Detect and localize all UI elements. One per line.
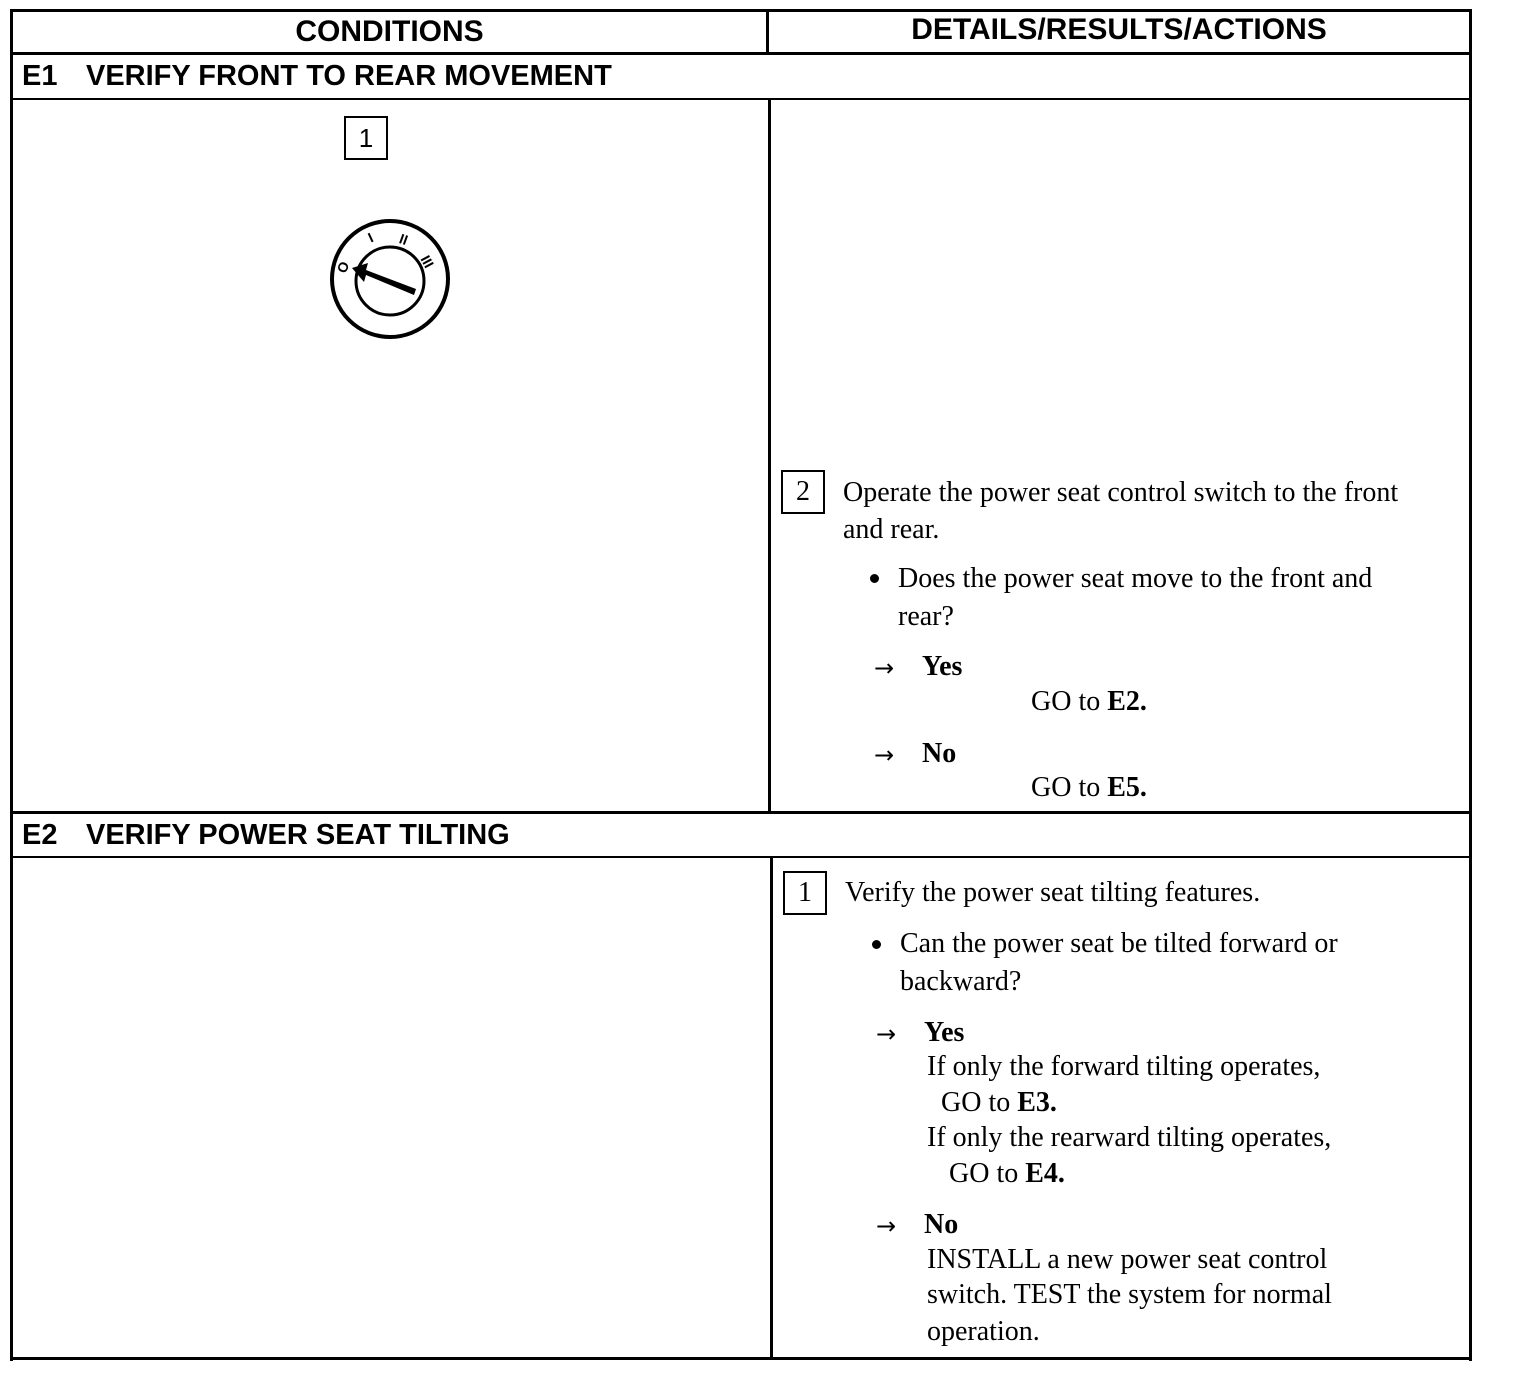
e2-no-line3: operation.: [927, 1316, 1040, 1347]
e1-no-action-target: E5.: [1107, 772, 1147, 803]
e1-yes-action: [1031, 683, 1147, 720]
e1-yes-action-target: E2.: [1107, 686, 1147, 717]
e1-column-divider: [768, 98, 771, 814]
table-right-border: [1469, 9, 1472, 1361]
header-bottom-rule: [10, 52, 1472, 55]
e2-section-title: [22, 818, 510, 852]
e2-section-id: E2: [22, 819, 58, 851]
details-header: DETAILS/RESULTS/ACTIONS: [911, 13, 1327, 46]
e1-question-line1: Does the power seat move to the front and: [898, 563, 1373, 594]
e2-yes-line4-target: E4.: [1025, 1158, 1065, 1189]
e1-step2-box: 2: [781, 470, 825, 514]
e2-step1-box: 1: [783, 871, 827, 915]
ignition-switch-icon: [320, 215, 460, 347]
e1-no-label: No: [922, 738, 957, 769]
table-top-border: [10, 9, 1472, 12]
table-left-border: [10, 9, 13, 1361]
e1-section-title: [22, 59, 612, 93]
e2-yes-line2-target: E3.: [1017, 1087, 1057, 1118]
e2-yes-line2-prefix: GO to: [941, 1087, 1018, 1118]
e2-no-label: No: [924, 1209, 959, 1240]
e1-bottom-rule: [10, 811, 1472, 814]
e2-yes-line3: If only the rearward tilting operates,: [927, 1122, 1332, 1153]
e1-section-heading: VERIFY FRONT TO REAR MOVEMENT: [86, 60, 612, 92]
e2-yes-arrow-icon: →: [876, 1020, 897, 1048]
e2-section-heading: VERIFY POWER SEAT TILTING: [86, 819, 510, 851]
e2-yes-line1: If only the forward tilting operates,: [927, 1051, 1321, 1082]
switch-position-3: III: [417, 252, 438, 271]
e2-column-divider: [770, 856, 773, 1360]
e2-no-line1: INSTALL a new power seat control: [927, 1244, 1328, 1275]
e2-yes-label: Yes: [924, 1017, 965, 1048]
conditions-header: CONDITIONS: [295, 15, 484, 48]
e2-question-line1: Can the power seat be tilted forward or: [900, 928, 1338, 959]
e1-title-bottom-rule: [10, 98, 1472, 100]
e2-yes-line2: [941, 1084, 1057, 1121]
switch-position-2: II: [397, 230, 411, 249]
e2-step1-text: Verify the power seat tilting features.: [845, 877, 1261, 908]
e1-no-action-prefix: GO to: [1031, 772, 1108, 803]
e2-title-bottom-rule: [10, 856, 1472, 858]
e1-yes-action-prefix: GO to: [1031, 686, 1108, 717]
e2-yes-line4-prefix: GO to: [949, 1158, 1026, 1189]
switch-position-1: I: [365, 229, 376, 246]
e1-yes-arrow-icon: →: [874, 654, 895, 682]
e2-no-line2: switch. TEST the system for normal: [927, 1279, 1332, 1310]
table-bottom-border: [10, 1357, 1472, 1360]
e1-no-action: [1031, 769, 1147, 806]
e2-question-bullet: [872, 940, 881, 949]
e1-question-bullet: [870, 574, 879, 583]
e1-yes-label: Yes: [922, 651, 963, 682]
e1-step1-box: 1: [344, 116, 388, 160]
e2-question-line2: backward?: [900, 966, 1022, 997]
e1-step2-text-line2: and rear.: [843, 514, 940, 545]
e2-no-arrow-icon: →: [876, 1212, 897, 1240]
e2-yes-line4: [949, 1155, 1065, 1192]
e1-section-id: E1: [22, 60, 58, 92]
switch-position-0: O: [333, 259, 353, 276]
e1-no-arrow-icon: →: [874, 741, 895, 769]
e1-question-line2: rear?: [898, 601, 954, 632]
e1-step2-text-line1: Operate the power seat control switch to the front: [843, 477, 1399, 508]
